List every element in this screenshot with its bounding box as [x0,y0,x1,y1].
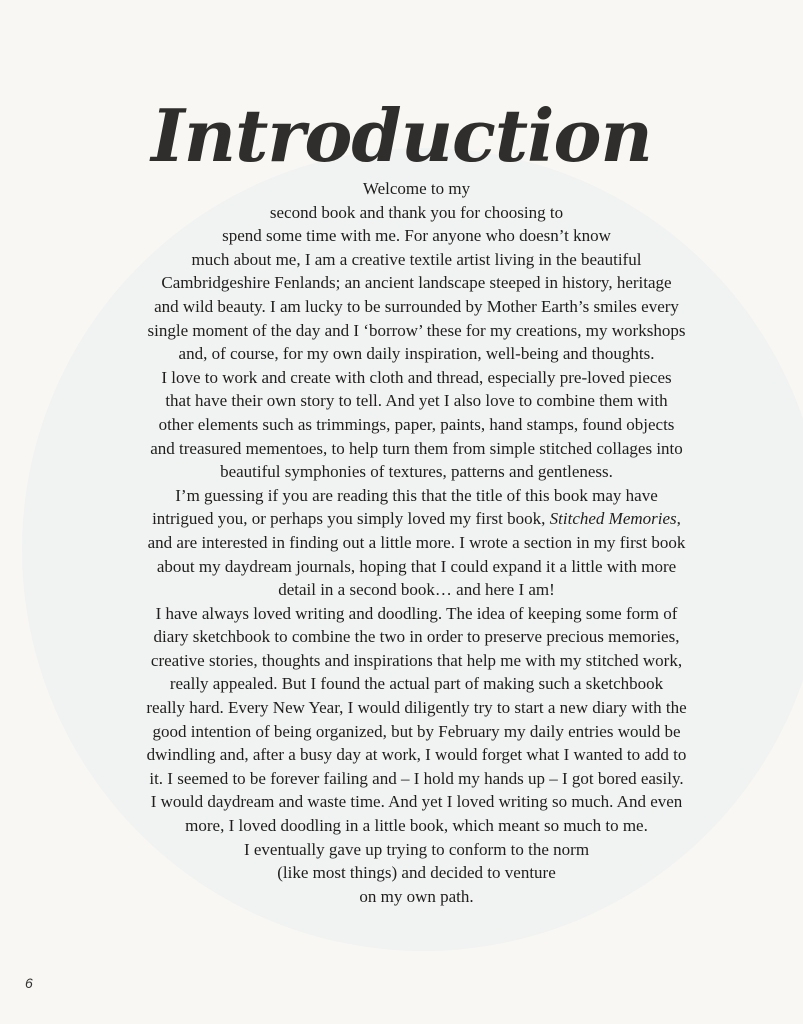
text-line: really hard. Every New Year, I would diligently try to start a new diary with the [146,698,687,718]
text-line: detail in a second book… and here I am! [278,580,555,600]
text-fragment: intrigued you, or perhaps you simply loved my first book, [152,509,550,529]
text-line: (like most things) and decided to venture [277,863,556,883]
text-line: I’m guessing if you are reading this that the title of this book may have [175,485,658,505]
text-line-with-book-title [0,507,803,531]
text-line: it. I seemed to be forever failing and – I hold my hands up – I got bored easily. [149,768,684,788]
text-line: and are interested in finding out a little more. I wrote a section in my first book [147,532,686,552]
text-line: Cambridgeshire Fenlands; an ancient landscape steeped in history, heritage [161,273,672,293]
text-line: I would daydream and waste time. And yet I loved writing so much. And even [150,792,683,812]
page-title: Introduction [151,93,652,179]
text-line: about my daydream journals, hoping that I could expand it a little with more [156,556,677,576]
text-line: really appealed. But I found the actual part of making such a sketchbook [169,674,664,694]
text-line: good intention of being organized, but by February my daily entries would be [152,721,681,741]
text-line: creative stories, thoughts and inspirations that help me with my stitched work, [150,650,683,670]
text-line: more, I loved doodling in a little book, which meant so much to me. [185,816,648,836]
text-line: Welcome to my [362,179,471,198]
text-line: single moment of the day and I ‘borrow’ these for my creations, my workshops [147,320,686,340]
book-title: Stitched Memories [549,509,677,529]
page-number: 6 [25,975,33,991]
body-text [0,177,803,908]
text-line: much about me, I am a creative textile artist living in the beautiful [191,249,642,269]
text-line: beautiful symphonies of textures, patterns and gentleness. [220,462,613,482]
text-line: I eventually gave up trying to conform to the norm [243,839,590,859]
text-line: diary sketchbook to combine the two in order to preserve precious memories, [153,627,680,647]
text-line: second book and thank you for choosing to [269,202,564,222]
text-line: and wild beauty. I am lucky to be surrounded by Mother Earth’s smiles every [154,296,679,316]
text-line: and treasured mementoes, to help turn them from simple stitched collages into [150,438,683,458]
text-line: spend some time with me. For anyone who doesn’t know [222,226,611,246]
text-line: on my own path. [359,886,474,906]
text-line: I love to work and create with cloth and thread, especially pre-loved pieces [161,367,672,387]
text-line: that have their own story to tell. And yet I also love to combine them with [165,391,668,411]
text-line: and, of course, for my own daily inspiration, well-being and thoughts. [178,344,655,364]
text-fragment: , [676,509,681,529]
text-line: other elements such as trimmings, paper, paints, hand stamps, found objects [158,414,675,434]
text-line: dwindling and, after a busy day at work, I would forget what I wanted to add to [146,745,687,765]
text-line: I have always loved writing and doodling. The idea of keeping some form of [155,603,678,623]
